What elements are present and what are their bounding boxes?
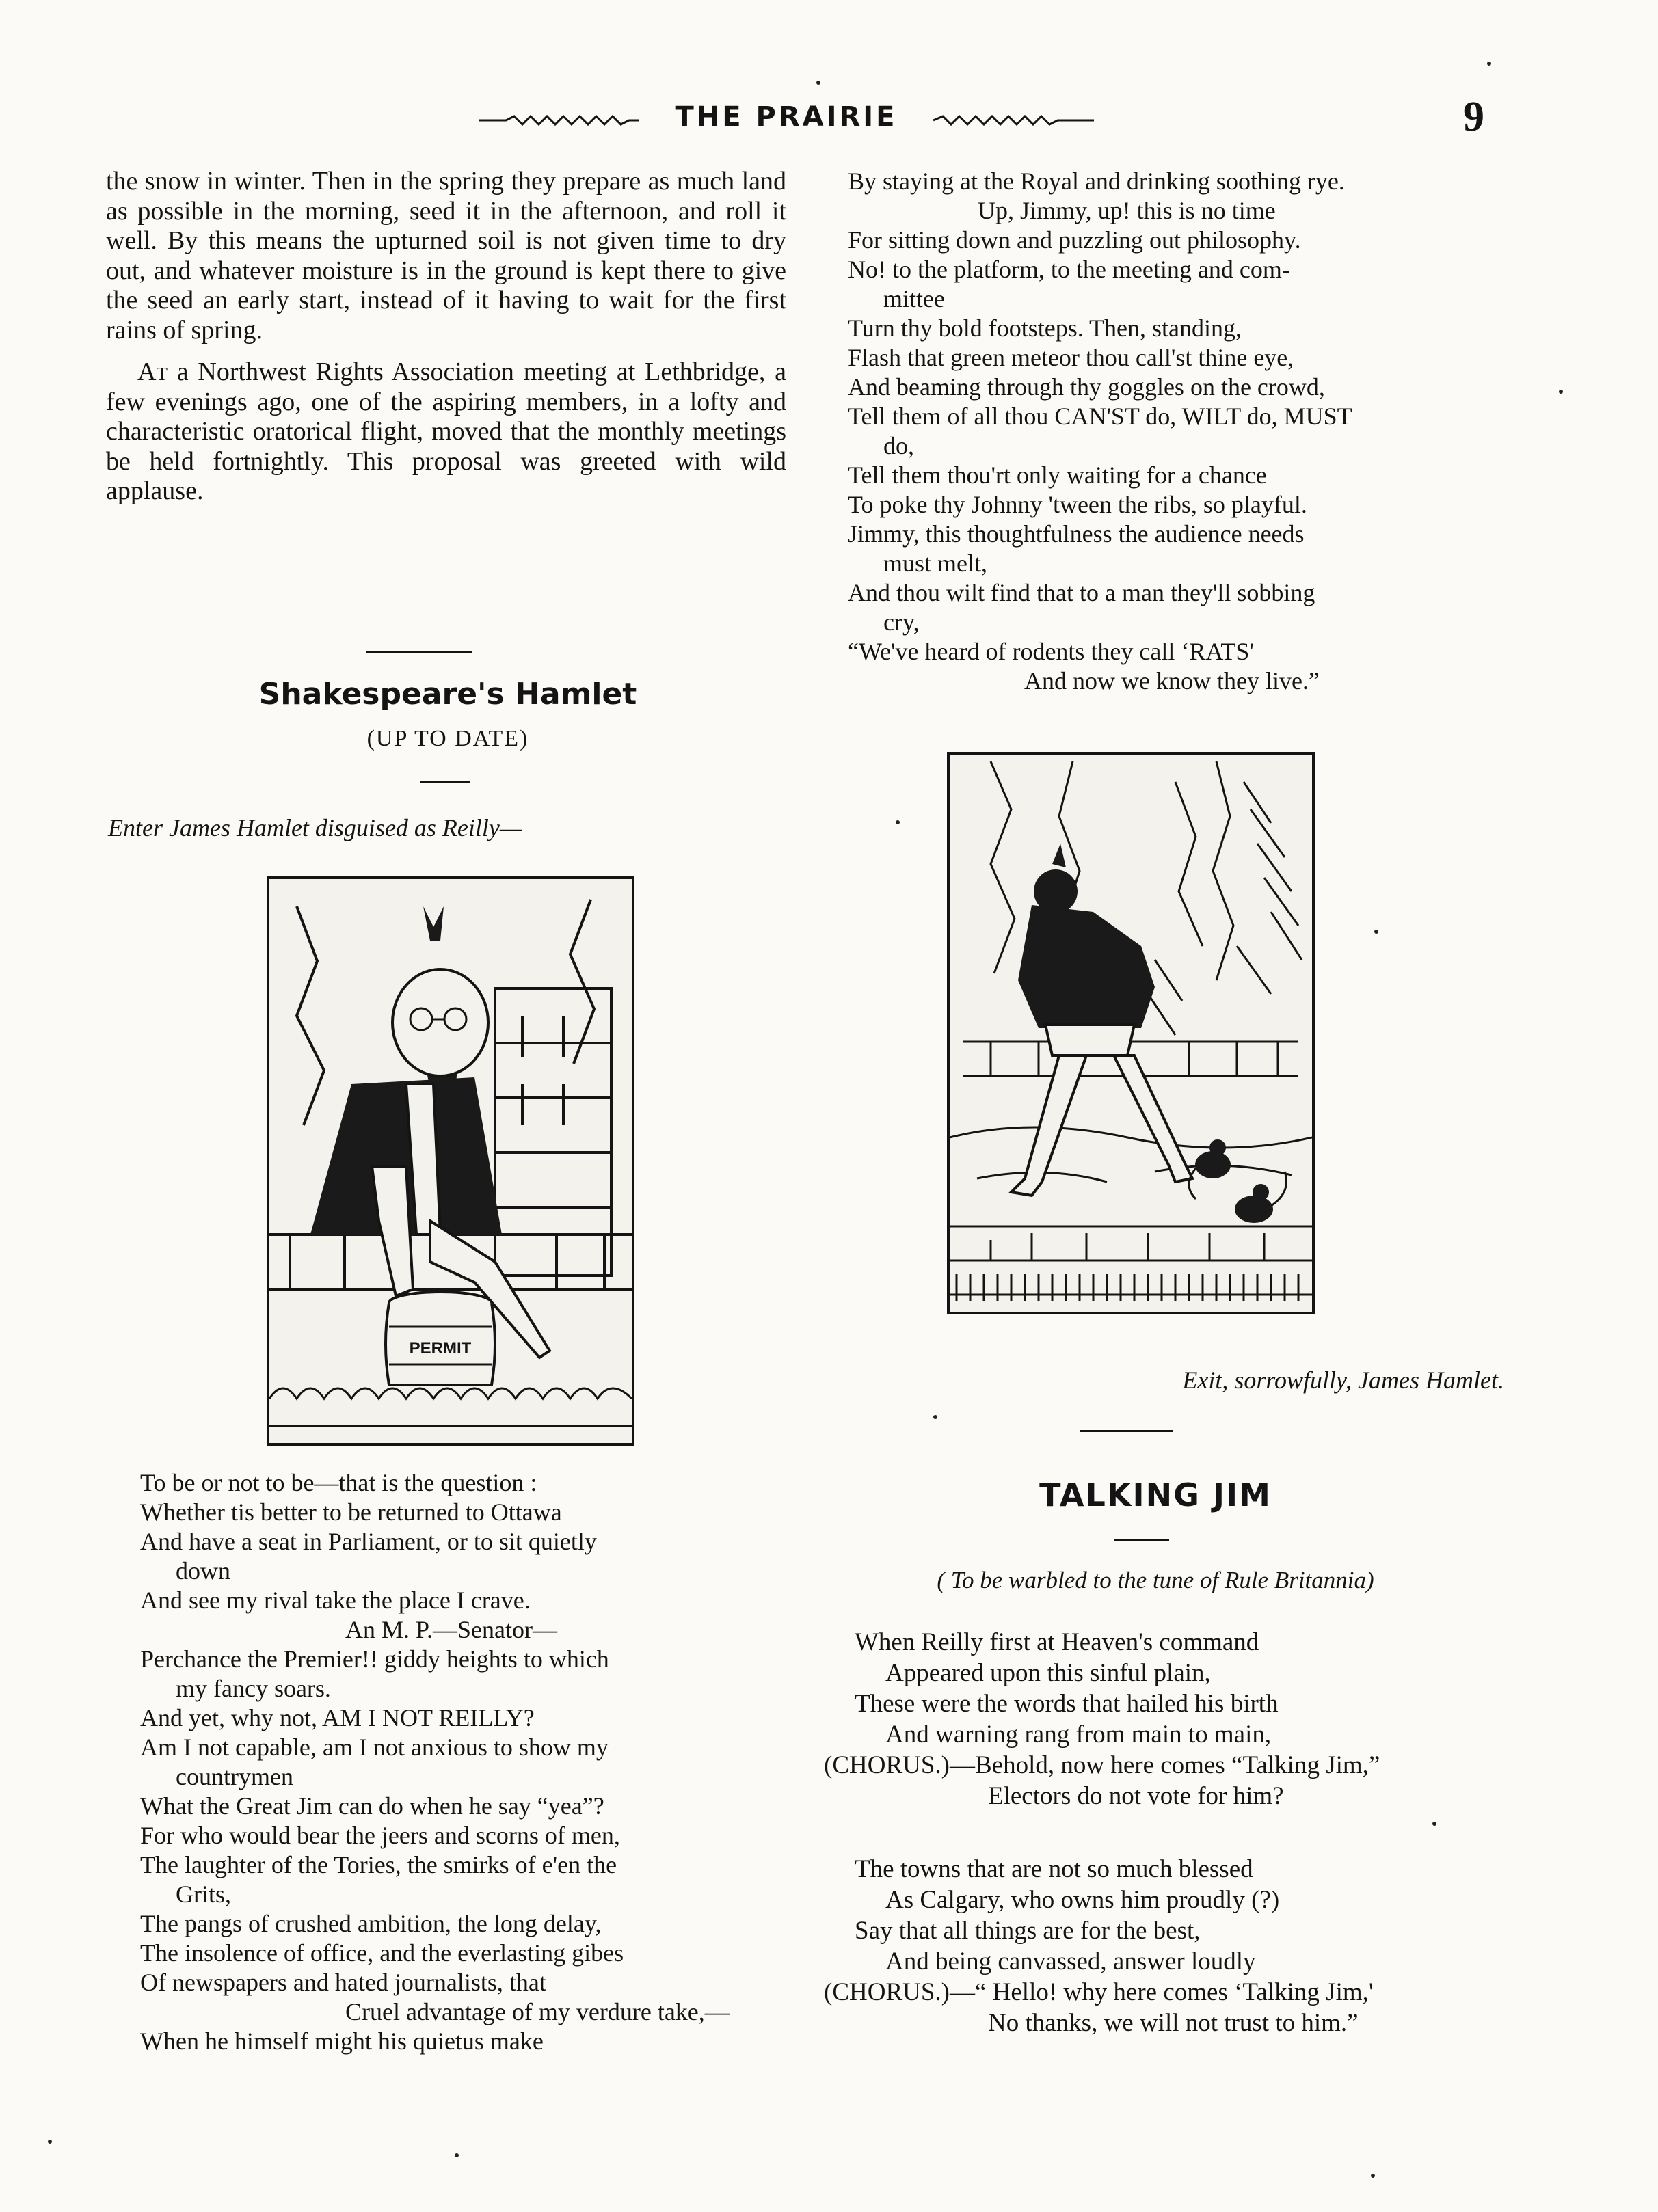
verse-line: When Reilly first at Heaven's command	[855, 1628, 1259, 1656]
verse-line: The insolence of office, and the everlasting gibes	[140, 1939, 624, 1967]
scan-speck	[1487, 62, 1491, 66]
scan-speck	[1559, 390, 1563, 394]
page-number: 9	[1463, 94, 1484, 140]
verse-line: down	[176, 1557, 230, 1584]
hamlet-exit-illustration	[947, 752, 1315, 1314]
verse-line: Tell them thou'rt only waiting for a chance	[848, 461, 1267, 489]
verse-line: must melt,	[883, 550, 987, 577]
paragraph-body: a Northwest Rights Association meeting at Lethbridge, a few evenings ago, one of the aspiring members, in a lofty and characteristic oratorical flight, moved that the monthly meetings be held fortnightly. This proposal was greeted with wild applause.	[106, 358, 787, 505]
verse-line: mittee	[883, 285, 945, 312]
subtitle-rule	[420, 781, 470, 783]
verse-line: The towns that are not so much blessed	[855, 1855, 1253, 1883]
verse-line: And beaming through thy goggles on the crowd,	[848, 373, 1325, 401]
verse-line: And warning rang from main to main,	[885, 1721, 1272, 1749]
verse-line: And thou wilt find that to a man they'll sobbing	[848, 579, 1315, 606]
header-ornament-right	[933, 115, 1094, 123]
verse-line: For sitting down and puzzling out philosophy.	[848, 226, 1301, 254]
verse-line: do,	[883, 432, 914, 459]
stage-direction: Enter James Hamlet disguised as Reilly—	[108, 814, 522, 841]
chorus-line: No thanks, we will not trust to him.”	[988, 2009, 1359, 2037]
verse-line: Whether tis better to be returned to Ottawa	[140, 1498, 562, 1526]
verse-line: And now we know they live.”	[1024, 667, 1320, 694]
verse-line: Grits,	[176, 1880, 231, 1908]
verse-line: An M. P.—Senator—	[345, 1616, 558, 1643]
ornament-right-icon	[933, 115, 1094, 126]
verse-line: Perchance the Premier!! giddy heights to which	[140, 1645, 609, 1673]
verse-line: Am I not capable, am I not anxious to show my	[140, 1734, 609, 1761]
verse-line: For who would bear the jeers and scorns of men,	[140, 1822, 620, 1849]
stanza-two	[824, 1854, 1528, 2038]
article-paragraph: the snow in winter. Then in the spring they prepare as much land as possible in the morning, seed it in the afternoon, and roll it well. By this means the upturned soil is not given time to dry out, and whatever moisture is in the ground is kept there to give the seed an early start, instead of it having to wait for the first rains of spring.	[106, 167, 786, 345]
talking-jim-title: TALKING JIM	[1039, 1476, 1272, 1513]
chorus-line: Electors do not vote for him?	[988, 1782, 1284, 1810]
verse-line: The laughter of the Tories, the smirks of e'en the	[140, 1851, 617, 1878]
scan-speck	[455, 2153, 459, 2157]
verse-line: cry,	[883, 608, 920, 636]
verse-line: my fancy soars.	[176, 1675, 331, 1702]
verse-line: Up, Jimmy, up! this is no time	[978, 197, 1276, 224]
verse-line: To be or not to be—that is the question :	[140, 1469, 537, 1496]
verse-line: Tell them of all thou CAN'ST do, WILT do, MUST	[848, 403, 1352, 430]
section-divider	[1080, 1430, 1173, 1432]
verse-line: No! to the platform, to the meeting and com-	[848, 256, 1290, 283]
scan-speck	[896, 820, 900, 824]
soliloquy-verse	[140, 1468, 797, 2056]
verse-line: countrymen	[176, 1763, 293, 1790]
hamlet-seated-illustration	[267, 876, 634, 1446]
verse-line: Flash that green meteor thou call'st thine eye,	[848, 344, 1294, 371]
cartoon-drawing	[269, 879, 632, 1443]
verse-line: Jimmy, this thoughtfulness the audience needs	[848, 520, 1305, 548]
verse-line: And have a seat in Parliament, or to sit quietly	[140, 1528, 597, 1555]
stanza-one	[824, 1627, 1528, 1811]
scan-speck	[1432, 1822, 1436, 1826]
hamlet-subtitle: (UP TO DATE)	[366, 726, 529, 751]
drop-word: At	[137, 358, 168, 386]
verse-line: What the Great Jim can do when he say “yea”?	[140, 1792, 604, 1820]
verse-line: Say that all things are for the best,	[855, 1917, 1201, 1945]
scan-speck	[816, 81, 820, 85]
running-title: THE PRAIRIE	[675, 101, 898, 133]
scan-speck	[1371, 2174, 1375, 2178]
verse-line: The pangs of crushed ambition, the long delay,	[140, 1910, 602, 1937]
subtitle-rule	[1114, 1539, 1169, 1541]
left-column	[106, 167, 786, 507]
section-divider	[366, 651, 472, 653]
verse-line: Appeared upon this sinful plain,	[885, 1659, 1211, 1687]
scan-speck	[48, 2140, 52, 2144]
verse-line: “We've heard of rodents they call ‘RATS'	[848, 638, 1254, 665]
chorus-line: (CHORUS.)—Behold, now here comes “Talking Jim,”	[824, 1751, 1380, 1779]
verse-line: These were the words that hailed his birth	[855, 1690, 1279, 1718]
barrel-permit-label: PERMIT	[409, 1339, 472, 1358]
verse-line: And yet, why not, AM I NOT REILLY?	[140, 1704, 535, 1731]
verse-line: Of newspapers and hated journalists, that	[140, 1969, 546, 1996]
verse-line: And being canvassed, answer loudly	[885, 1947, 1256, 1975]
hamlet-title: Shakespeare's Hamlet	[258, 677, 637, 712]
chorus-line: (CHORUS.)—“ Hello! why here comes ‘Talking Jim,'	[824, 1978, 1374, 2006]
verse-line: To poke thy Johnny 'tween the ribs, so playful.	[848, 491, 1307, 518]
scan-speck	[933, 1415, 937, 1419]
verse-line: By staying at the Royal and drinking soothing rye.	[848, 167, 1345, 195]
article-paragraph	[106, 358, 786, 507]
verse-line: Cruel advantage of my verdure take,—	[345, 1998, 730, 2025]
verse-line: And see my rival take the place I crave.	[140, 1587, 531, 1614]
cartoon-drawing	[950, 755, 1312, 1312]
scan-speck	[1374, 930, 1378, 934]
exit-caption: Exit, sorrowfully, James Hamlet.	[1182, 1366, 1504, 1394]
verse-line: Turn thy bold footsteps. Then, standing,	[848, 314, 1242, 342]
verse-line: As Calgary, who owns him proudly (?)	[885, 1886, 1280, 1914]
continued-verse	[848, 167, 1538, 696]
talking-jim-subtitle: ( To be warbled to the tune of Rule Britannia)	[937, 1567, 1374, 1593]
verse-line: When he himself might his quietus make	[140, 2027, 544, 2055]
